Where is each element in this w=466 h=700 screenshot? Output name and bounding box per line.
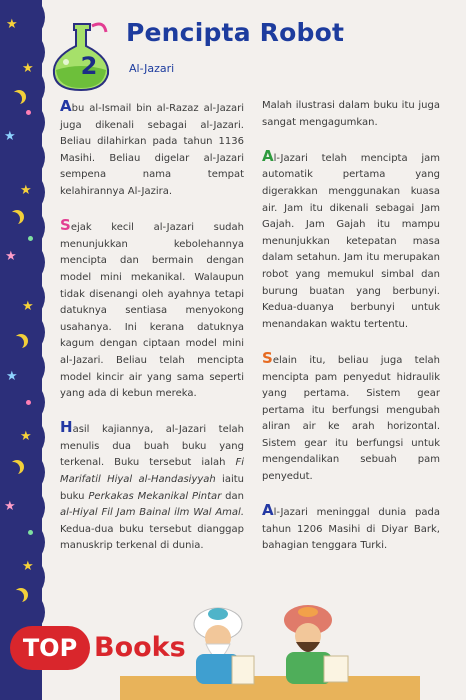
paragraph — [262, 98, 440, 131]
paragraph-text: l-Jazari meninggal dunia pada tahun 1206 Masihi di Diyar Bark, bahagian tenggara Turki. — [262, 507, 440, 552]
decor-dot — [28, 530, 33, 535]
star-icon: ★ — [5, 249, 17, 264]
drop-cap: A — [262, 501, 274, 520]
paragraph-text: dan — [221, 490, 244, 502]
chapter-number: 2 — [80, 52, 98, 80]
book-title: Perkakas Mekanikal Pintar — [88, 490, 222, 502]
decor-dot — [26, 110, 31, 115]
left-column — [60, 98, 244, 572]
chapter-header — [0, 0, 466, 100]
paragraph-text: asil kajiannya, al-Jazari telah menulis dua buah buku yang terkenal. Buku tersebut ialah — [60, 424, 244, 469]
star-icon: ★ — [6, 369, 18, 384]
paragraph-text: Malah ilustrasi dalam buku itu juga sangat mengagumkan. — [262, 100, 440, 128]
drop-cap: S — [60, 216, 71, 235]
star-icon: ★ — [22, 61, 34, 76]
paragraph — [262, 502, 440, 555]
drop-cap: S — [262, 348, 273, 367]
decor-dot — [28, 236, 33, 241]
paragraph — [262, 148, 440, 334]
paragraph — [262, 350, 440, 486]
paragraph — [60, 98, 244, 201]
book-title: al-Hiyal Fil Jam Bainal ilm Wal Amal. — [60, 507, 244, 519]
scallop-edge — [30, 0, 54, 700]
star-icon: ★ — [20, 429, 32, 444]
star-icon: ★ — [4, 129, 16, 144]
paragraph-text: Kedua-dua buku tersebut dianggap manuskrip terkenal di dunia. — [60, 523, 244, 552]
logo-text: Books — [94, 632, 186, 663]
star-icon: ★ — [4, 499, 16, 514]
paragraph-text: l-Jazari telah mencipta jam automatik pertama yang digerakkan menggunakan kuasa air. Jam itu dikenali sebagai Jam Gajah. Jam Gajah itu mampu menunjukkan ketepatan masa dalam setahun. Jam itu merupakan robot yang memukul simbal dan burung buatan yang berbunyi. Kedua-duanya berbunyi untuk menandakan waktu tertentu. — [262, 152, 440, 330]
drop-cap: A — [60, 97, 72, 115]
star-icon: ★ — [20, 183, 32, 198]
paragraph-text: ejak kecil al-Jazari sudah menunjukkan kebolehannya mencipta dan bermain dengan model mini mekanikal. Walaupun tidak disenangi oleh ayahnya tetapi datuknya sentiasa menyokong usahanya. Ini kerana datuknya kagum dengan ciptaan model mini al-Jazari. Beliau telah mencipta model kincir air yang sama seperti yang ada di kebun mereka. — [60, 222, 244, 400]
topbooks-watermark-logo — [10, 626, 186, 670]
drop-cap: A — [262, 146, 274, 165]
decorative-side-border — [0, 0, 42, 700]
drop-cap: H — [60, 418, 73, 437]
star-icon: ★ — [22, 299, 34, 314]
book-title: Fi Marifatil Hiyal al-Handasiyyah — [60, 457, 244, 486]
scholar-figure-left — [194, 608, 254, 684]
paragraph — [60, 419, 244, 555]
paragraph-text: bu al-Ismail bin al-Razaz al-Jazari juga dikenali sebagai al-Jazari. Beliau dilahirkan pada tahun 1136 Masihi. Beliau digelar al-Jazari sempena nama tempat kelahirannya Al-Jazira. — [60, 103, 244, 197]
star-icon: ★ — [6, 17, 18, 32]
crescent-moon-icon — [6, 462, 20, 476]
page-subtitle: Al-Jazari — [129, 62, 175, 75]
page-title: Pencipta Robot — [126, 18, 345, 47]
paragraph-text: iaitu buku — [60, 474, 244, 502]
crescent-moon-icon — [10, 336, 24, 350]
logo-badge: TOP — [10, 626, 90, 670]
crescent-moon-icon — [6, 212, 20, 226]
decor-dot — [26, 400, 31, 405]
scholar-figure-right — [284, 605, 348, 684]
right-column — [262, 98, 440, 572]
star-icon: ★ — [22, 559, 34, 574]
paragraph — [60, 217, 244, 403]
paragraph-text: elain itu, beliau juga telah mencipta pam penyedut hidraulik yang pertama. Sistem gear pertama itu berfungsi mengubah aliran air ke arah horizontal. Sistem gear itu berfungsi untuk mengendalikan sebuah pam penyedut. — [262, 354, 440, 483]
